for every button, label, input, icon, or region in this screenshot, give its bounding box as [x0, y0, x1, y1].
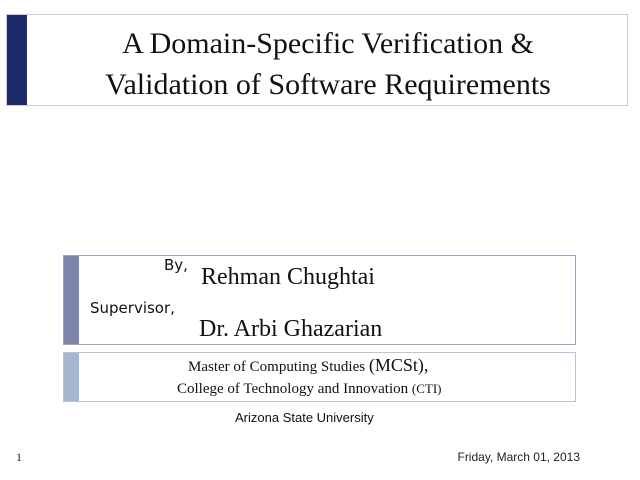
slide-title: [29, 23, 627, 105]
title-line-1: A Domain-Specific Verification &: [122, 27, 534, 60]
university-name: Arizona State University: [235, 410, 374, 425]
names-accent-bar: [64, 256, 79, 344]
college-name: College of Technology and Innovation: [177, 381, 409, 397]
title-accent-bar: [7, 15, 27, 105]
program-name: Master of Computing Studies: [188, 359, 366, 375]
by-label: By,: [164, 256, 188, 274]
title-box: [6, 14, 628, 106]
college-line: [177, 381, 441, 398]
slide-number: 1: [16, 450, 22, 464]
names-box: [63, 255, 576, 345]
supervisor-label: Supervisor,: [90, 299, 175, 317]
program-line: [188, 355, 428, 376]
slide-date: Friday, March 01, 2013: [457, 450, 580, 464]
title-line-2: Validation of Software Requirements: [105, 68, 551, 101]
program-accent-bar: [64, 353, 79, 401]
supervisor-name: Dr. Arbi Ghazarian: [199, 316, 383, 342]
author-name: Rehman Chughtai: [201, 264, 375, 290]
college-abbr: (CTI): [411, 381, 442, 396]
program-box: [63, 352, 576, 402]
program-abbr: (MCSt),: [368, 355, 429, 375]
